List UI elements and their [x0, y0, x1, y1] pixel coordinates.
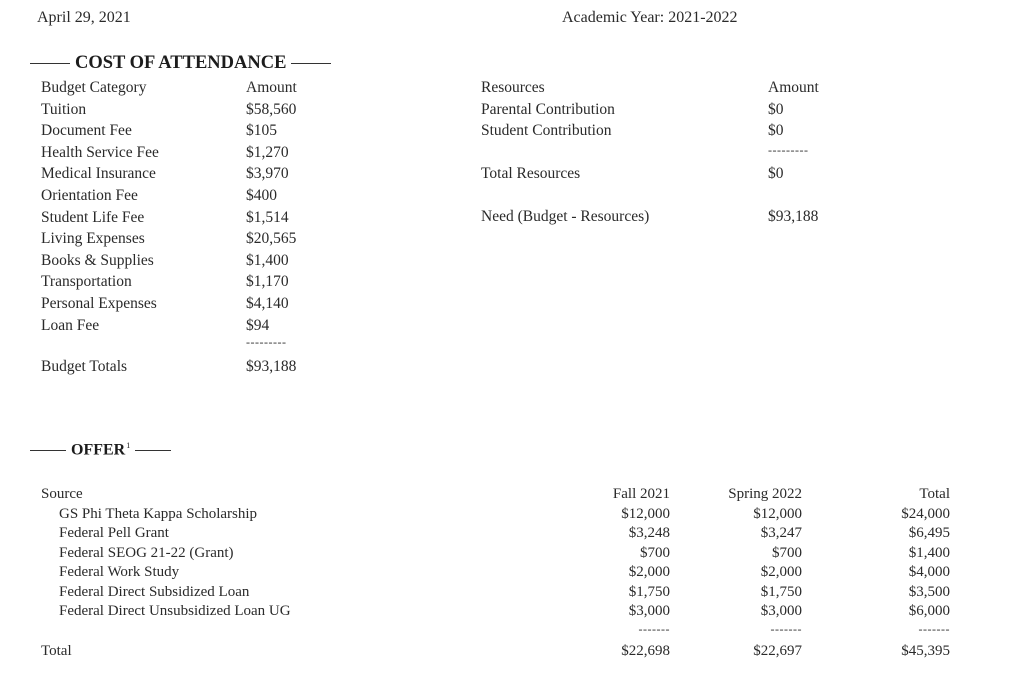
column-header-fall: Fall 2021: [612, 486, 670, 502]
resource-item-amount: $0: [768, 122, 784, 140]
budget-item-amount: $1,514: [246, 208, 289, 226]
column-header-category: Budget Category: [41, 79, 147, 96]
budget-total-label: Budget Totals: [41, 357, 128, 375]
separator-line: -------: [770, 621, 802, 636]
budget-item-label: Personal Expenses: [41, 295, 157, 312]
offer-source: Federal Direct Unsubsidized Loan UG: [59, 603, 291, 619]
offer-fall-amount: $1,750: [628, 583, 670, 600]
separator-line: ---------: [246, 335, 287, 350]
budget-item-amount: $1,270: [246, 143, 289, 161]
offer-grand-total: $45,395: [901, 643, 950, 659]
academic-year: Academic Year: 2021-2022: [562, 9, 738, 26]
budget-total-amount: $93,188: [246, 357, 297, 375]
heading-rule-left: [30, 63, 70, 64]
offer-spring-amount: $12,000: [753, 505, 802, 522]
budget-item-amount: $3,970: [246, 165, 289, 183]
cost-of-attendance-heading: [30, 53, 331, 74]
heading-rule-right: [135, 450, 171, 451]
resource-item-amount: $0: [768, 100, 784, 118]
need-label: Need (Budget - Resources): [481, 208, 650, 225]
offer-spring-amount: $3,247: [760, 525, 802, 541]
heading-text: OFFER: [71, 441, 126, 459]
separator-line: ---------: [768, 143, 809, 157]
offer-source: GS Phi Theta Kappa Scholarship: [59, 505, 258, 522]
offer-total-amount: $24,000: [901, 505, 950, 522]
separator-line: -------: [918, 621, 950, 636]
column-header-total: Total: [919, 486, 950, 502]
offer-fall-amount: $12,000: [621, 505, 670, 522]
offer-source: Federal Direct Subsidized Loan: [59, 583, 250, 600]
budget-item-label: Books & Supplies: [41, 251, 154, 269]
offer-total-spring: $22,697: [753, 643, 802, 659]
offer-source: Federal Pell Grant: [59, 525, 169, 541]
budget-item-amount: $400: [246, 187, 277, 204]
budget-item-amount: $4,140: [246, 295, 289, 312]
offer-total-label: Total: [41, 643, 72, 659]
need-amount: $93,188: [768, 208, 819, 225]
offer-source: Federal SEOG 21-22 (Grant): [59, 544, 234, 561]
offer-fall-amount: $700: [640, 544, 670, 561]
offer-spring-amount: $700: [772, 544, 802, 561]
column-header-resources: Resources: [481, 79, 545, 96]
offer-total-amount: $4,000: [908, 564, 950, 580]
total-resources-label: Total Resources: [481, 165, 581, 182]
resource-item-label: Student Contribution: [481, 122, 612, 140]
offer-fall-amount: $3,248: [628, 525, 670, 541]
total-resources-amount: $0: [768, 165, 784, 182]
budget-item-amount: $20,565: [246, 230, 297, 248]
budget-item-label: Orientation Fee: [41, 187, 138, 204]
offer-spring-amount: $2,000: [760, 564, 802, 580]
budget-item-label: Living Expenses: [41, 230, 145, 248]
budget-item-amount: $1,400: [246, 251, 289, 269]
column-header-amount: Amount: [768, 79, 819, 96]
offer-spring-amount: $1,750: [760, 583, 802, 600]
offer-total-fall: $22,698: [621, 643, 670, 659]
offer-spring-amount: $3,000: [760, 603, 802, 619]
offer-total-amount: $3,500: [908, 583, 950, 600]
separator-line: -------: [638, 621, 670, 636]
offer-total-amount: $6,000: [908, 603, 950, 619]
heading-rule-left: [30, 450, 66, 451]
budget-item-label: Loan Fee: [41, 316, 100, 334]
document-date: April 29, 2021: [37, 9, 131, 26]
budget-item-label: Transportation: [41, 273, 132, 291]
column-header-spring: Spring 2022: [728, 486, 802, 502]
resource-item-label: Parental Contribution: [481, 100, 615, 118]
offer-fall-amount: $2,000: [628, 564, 670, 580]
budget-item-label: Health Service Fee: [41, 143, 159, 161]
offer-total-amount: $1,400: [908, 544, 950, 561]
offer-heading: [30, 441, 171, 459]
footnote-marker: 1: [126, 441, 131, 450]
offer-fall-amount: $3,000: [628, 603, 670, 619]
offer-total-amount: $6,495: [908, 525, 950, 541]
offer-source: Federal Work Study: [59, 564, 180, 580]
heading-rule-right: [291, 63, 331, 64]
budget-item-label: Medical Insurance: [41, 165, 156, 183]
column-header-source: Source: [41, 486, 83, 502]
budget-item-amount: $58,560: [246, 100, 297, 118]
column-header-amount: Amount: [246, 79, 297, 96]
heading-text: COST OF ATTENDANCE: [75, 53, 287, 73]
budget-item-amount: $1,170: [246, 273, 289, 291]
budget-item-label: Document Fee: [41, 122, 132, 140]
budget-item-label: Tuition: [41, 100, 87, 118]
budget-item-amount: $94: [246, 316, 270, 334]
budget-item-amount: $105: [246, 122, 277, 140]
budget-item-label: Student Life Fee: [41, 208, 145, 226]
